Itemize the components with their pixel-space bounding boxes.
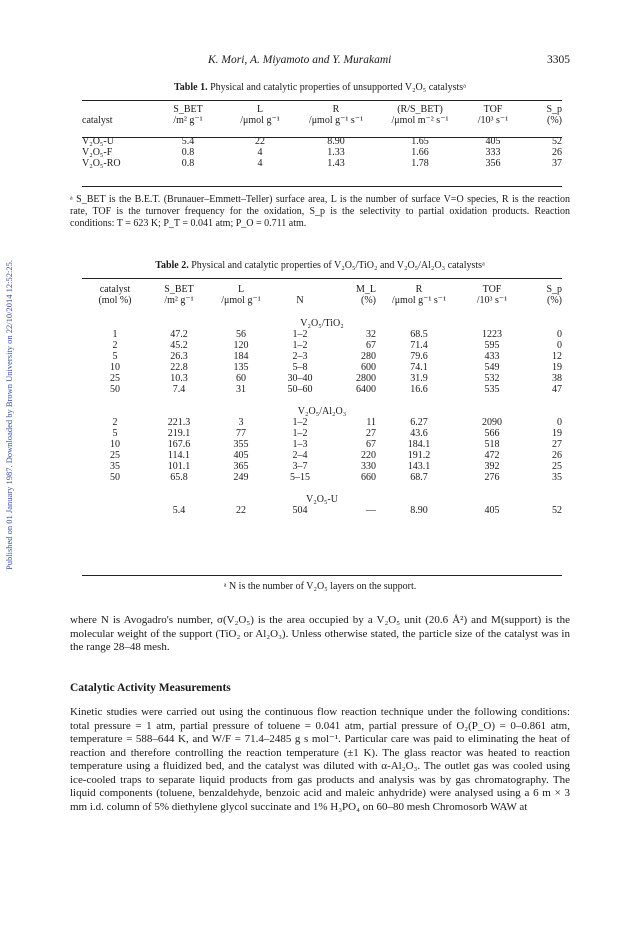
table1-header-top-4: (R/S_BET) (397, 104, 443, 115)
table1-cell-2-4: 1.78 (411, 158, 429, 169)
table2-cell-1-0-1: 221.3 (167, 417, 191, 428)
table2-cell-1-4-5: 143.1 (407, 461, 431, 472)
table2-header-bottom-3: N (296, 295, 304, 306)
table2-cell-0-1-0: 2 (112, 340, 118, 351)
table2-header-bottom-0: (mol %) (98, 295, 132, 306)
table2-cell-0-1-4: 67 (366, 340, 376, 351)
table2-cell-1-1-1: 219.1 (167, 428, 191, 439)
table2-cell-1-2-1: 167.6 (167, 439, 191, 450)
table1-mid-rule (82, 137, 562, 138)
table2-cell-0-1-3: 1–2 (292, 340, 308, 351)
table2-cell-1-4-3: 3–7 (292, 461, 308, 472)
table2-cell-1-5-1: 65.8 (170, 472, 188, 483)
table-row (82, 450, 562, 461)
table2-cell-0-3-1: 22.8 (170, 362, 188, 373)
table2-cell-1-0-3: 1–2 (292, 417, 308, 428)
table-row (82, 362, 562, 373)
table1-header-top-0 (82, 104, 152, 115)
table2-cell-0-2-2: 184 (233, 351, 249, 362)
table2-group-title-row (82, 494, 562, 505)
table-row (82, 329, 562, 340)
table2-cell-1-5-0: 50 (110, 472, 120, 483)
table2-cell-1-0-4: 11 (366, 417, 376, 428)
table1-header-bottom-2: /μmol g⁻¹ (240, 115, 280, 126)
table2-header-top-1: S_BET (164, 284, 194, 295)
table2-cell-2-0-5: 8.90 (410, 505, 428, 516)
table1-header-row (82, 115, 562, 126)
table-row (82, 428, 562, 439)
table2-cell-0-0-5: 68.5 (410, 329, 428, 340)
table2-group-title: V₂O₅-U (306, 494, 338, 505)
table2-cell-1-2-3: 1–3 (292, 439, 308, 450)
table2-cell-0-4-1: 10.3 (170, 373, 188, 384)
table1-header-bottom-3: /μmol g⁻¹ s⁻¹ (308, 115, 364, 126)
table2-header-top-7: S_p (546, 284, 562, 295)
table1-cell-2-5: 356 (485, 158, 501, 169)
table1-spacer (82, 126, 562, 136)
table2-cell-1-3-7: 26 (552, 450, 562, 461)
table-row (82, 505, 562, 516)
table2-cell-1-2-7: 27 (552, 439, 562, 450)
table2-header-bottom-5: /μmol g⁻¹ s⁻¹ (391, 295, 447, 306)
table2-cell-1-0-6: 2090 (482, 417, 502, 428)
table2-cell-0-3-3: 5–8 (292, 362, 308, 373)
table2-cell-1-0-7: 0 (557, 417, 562, 428)
table1-caption (70, 82, 570, 93)
table1-cell-1-0: V₂O₅-F (82, 147, 113, 158)
table2-cell-1-1-6: 566 (484, 428, 500, 439)
table1-cell-2-1: 0.8 (181, 158, 195, 169)
table2-cell-1-0-0: 2 (112, 417, 118, 428)
table2-cell-0-3-5: 74.1 (410, 362, 428, 373)
table2-cell-0-0-7: 0 (557, 329, 562, 340)
table1-cell-2-3: 1.43 (327, 158, 345, 169)
table2-cell-0-4-5: 31.9 (410, 373, 428, 384)
table2-cell-0-1-1: 45.2 (170, 340, 188, 351)
table2-header-top-5: R (415, 284, 423, 295)
table1-footnote: ᵃ S_BET is the B.E.T. (Brunauer–Emmett–Teller) surface area, L is the number of surface V=O species, R is the reaction rate, TOF is the turnover frequency for the oxidation, S_p is the selectivity to partial oxidation products. Reaction conditions: T = 623 K; P_T = 0.041 atm; P_O = 0.711 atm. (70, 194, 570, 229)
table-row (82, 384, 562, 395)
table1-cell-1-5: 333 (485, 147, 501, 158)
table2 (82, 284, 562, 516)
table2-header-bottom-1: /m² g⁻¹ (164, 295, 194, 306)
table2-header-bottom-4: (%) (361, 295, 376, 306)
table1-cell-0-0: V₂O₅-U (82, 136, 114, 147)
table-row (82, 472, 562, 483)
table2-cell-1-2-2: 355 (233, 439, 249, 450)
table2-cell-1-5-5: 68.7 (410, 472, 428, 483)
table2-cell-1-1-4: 27 (366, 428, 376, 439)
table2-cell-0-3-4: 600 (361, 362, 376, 373)
table2-cell-1-1-3: 1–2 (292, 428, 308, 439)
table1-cell-0-3: 8.90 (327, 136, 345, 147)
table2-cell-1-4-7: 25 (552, 461, 562, 472)
table2-group-title-row (82, 318, 562, 329)
table2-header-bottom-6: /10³ s⁻¹ (476, 295, 508, 306)
table2-cell-0-2-1: 26.3 (170, 351, 188, 362)
table-row (82, 351, 562, 362)
table2-cell-1-2-6: 518 (484, 439, 500, 450)
table2-cell-1-5-3: 5–15 (290, 472, 310, 483)
table1-cell-0-5: 405 (485, 136, 501, 147)
table2-cell-1-0-5: 6.27 (410, 417, 428, 428)
table2-cell-0-2-4: 280 (361, 351, 376, 362)
table2-header-bottom-7: (%) (547, 295, 562, 306)
table2-cell-0-4-4: 2800 (356, 373, 376, 384)
table1-cell-1-1: 0.8 (181, 147, 195, 158)
table2-cell-0-5-7: 47 (552, 384, 562, 395)
table2-cell-1-1-7: 19 (552, 428, 562, 439)
table1-header-bottom-1: /m² g⁻¹ (173, 115, 203, 126)
table2-cell-1-3-4: 220 (361, 450, 376, 461)
table1-cell-0-4: 1.65 (411, 136, 429, 147)
table2-header-top-4: M_L (356, 284, 376, 295)
table2-cell-0-5-6: 535 (484, 384, 500, 395)
table2-cell-1-4-1: 101.1 (167, 461, 191, 472)
table2-cell-1-3-2: 405 (233, 450, 249, 461)
table1-cell-1-3: 1.33 (327, 147, 345, 158)
table2-cell-1-0-2: 3 (238, 417, 244, 428)
body-paragraph-2: Kinetic studies were carried out using the continuous flow reaction technique under the following conditions: total pressure = 1 atm, partial pressure of toluene = 0.041 atm, partial pressure of O₂(P_O) = 0–0.861 atm, temperature = 588–644 K, and W/F = 71.4–2485 g s mol⁻¹. Particular care was paid to eliminating the heat of reaction and therefore controlling the reaction temperature (±1 K). The glass reactor was heated to reaction temperature using a fluidized bed, and the catalyst was diluted with α-Al₂O₃. The outlet gas was cooled using ice-cooled traps to separate liquid products from gas products and analysis was by gas chromatography. The liquid components (toluene, benzaldehyde, benzoic acid and maleic anhydride) were analysed using a 6 m × 3 mm i.d. column of 5% diethylene glycol succinate and 1% H₃PO₄ on 60–80 mesh Chromosorb WAW at (70, 706, 570, 813)
table2-cell-1-3-6: 472 (484, 450, 500, 461)
table2-cell-0-0-1: 47.2 (170, 329, 188, 340)
table2-cell-1-3-5: 191.2 (407, 450, 431, 461)
table-row (82, 439, 562, 450)
table2-spacer (82, 306, 562, 318)
table1-header-bottom-5: /10³ s⁻¹ (477, 115, 509, 126)
table2-cell-2-0-4: — (366, 505, 376, 516)
table2-cell-1-4-2: 365 (233, 461, 249, 472)
table2-cell-0-5-4: 6400 (356, 384, 376, 395)
table1-label: Table 1. (174, 82, 208, 93)
table1-header-top-1: S_BET (173, 104, 203, 115)
table2-cell-2-0-7: 52 (552, 505, 562, 516)
table2-cell-2-0-1: 5.4 (172, 505, 186, 516)
table2-cell-1-5-4: 660 (361, 472, 376, 483)
table2-cell-0-1-5: 71.4 (410, 340, 428, 351)
table2-cell-1-2-5: 184.1 (407, 439, 431, 450)
table2-cell-0-2-0: 5 (112, 351, 118, 362)
table1-cell-2-0: V₂O₅-RO (82, 158, 121, 169)
table2-cell-0-4-3: 30–40 (287, 373, 313, 384)
table2-cell-1-5-2: 249 (233, 472, 249, 483)
table2-cell-0-0-0: 1 (112, 329, 118, 340)
table2-header-top-2: L (237, 284, 245, 295)
table1-caption-text: Physical and catalytic properties of unsupported V₂O₅ catalystsᵃ (210, 82, 466, 93)
table2-cell-0-5-3: 50–60 (287, 384, 313, 395)
table2-caption-text: Physical and catalytic properties of V₂O₅/TiO₂ and V₂O₅/Al₂O₃ catalystsᵃ (191, 260, 485, 271)
table-row (82, 417, 562, 428)
table2-cell-0-2-6: 433 (484, 351, 500, 362)
table2-spacer (82, 395, 562, 406)
table-row (82, 373, 562, 384)
table2-group-title: V₂O₅/TiO₂ (300, 318, 344, 329)
table1-cell-0-2: 22 (255, 136, 265, 147)
table2-cell-0-5-2: 31 (236, 384, 246, 395)
table2-cell-0-3-7: 19 (552, 362, 562, 373)
table1-top-rule (82, 100, 562, 101)
table2-header-bottom-2: /μmol g⁻¹ (221, 295, 261, 306)
table2-cell-0-0-6: 1223 (482, 329, 502, 340)
table1-header-top-3: R (332, 104, 340, 115)
table1-cell-1-6: 26 (552, 147, 562, 158)
table1-cell-0-6: 52 (552, 136, 562, 147)
table1-header-top-2: L (256, 104, 264, 115)
table2-header-top-0: catalyst (99, 284, 131, 295)
table2-label: Table 2. (155, 260, 189, 271)
table1-header-bottom-6: (%) (547, 115, 562, 126)
table2-header-row (82, 295, 562, 306)
table2-cell-0-5-1: 7.4 (172, 384, 186, 395)
table2-cell-2-0-0 (82, 505, 148, 516)
table-row (82, 147, 562, 158)
section-heading: Catalytic Activity Measurements (70, 682, 231, 694)
table2-cell-0-5-0: 50 (110, 384, 120, 395)
page-number: 3305 (547, 54, 570, 66)
table2-cell-0-0-4: 32 (366, 329, 376, 340)
table2-top-rule (82, 278, 562, 279)
table2-cell-1-1-0: 5 (112, 428, 118, 439)
table2-cell-0-0-3: 1–2 (292, 329, 308, 340)
table-row (82, 340, 562, 351)
table2-cell-0-4-6: 532 (484, 373, 500, 384)
table2-cell-0-4-0: 25 (110, 373, 120, 384)
table2-cell-0-1-7: 0 (557, 340, 562, 351)
table1-bottom-rule (82, 186, 562, 187)
table2-cell-2-0-3: 504 (292, 505, 308, 516)
table2-cell-0-4-2: 60 (236, 373, 246, 384)
table2-cell-1-1-2: 77 (236, 428, 246, 439)
table2-cell-0-2-7: 12 (552, 351, 562, 362)
table1-header-top-5: TOF (483, 104, 503, 115)
table2-cell-0-2-3: 2–3 (292, 351, 308, 362)
table1-header-bottom-4: /μmol m⁻² s⁻¹ (391, 115, 449, 126)
table2-cell-0-3-6: 549 (484, 362, 500, 373)
table2-cell-0-1-6: 595 (484, 340, 500, 351)
table1-cell-2-2: 4 (257, 158, 263, 169)
table2-spacer (82, 483, 562, 494)
table2-header-top-3 (272, 284, 328, 295)
table2-cell-1-5-7: 35 (552, 472, 562, 483)
running-authors: K. Mori, A. Miyamoto and Y. Murakami (208, 54, 392, 66)
table2-cell-1-3-0: 25 (110, 450, 120, 461)
table2-cell-1-4-4: 330 (361, 461, 376, 472)
table1-cell-2-6: 37 (552, 158, 562, 169)
table2-header-row (82, 284, 562, 295)
table2-cell-0-1-2: 120 (233, 340, 249, 351)
table1-header-row (82, 104, 562, 115)
table2-header-top-6: TOF (482, 284, 502, 295)
table-row (82, 158, 562, 169)
table2-cell-1-1-5: 43.6 (410, 428, 428, 439)
download-stamp: Published on 01 January 1987. Downloaded by Brown University on 22/10/2014 12:52:25. (4, 260, 14, 570)
table2-cell-2-0-2: 22 (236, 505, 246, 516)
table2-cell-1-3-3: 2–4 (292, 450, 308, 461)
table2-footnote: ᵃ N is the number of V₂O₅ layers on the support. (223, 581, 417, 592)
table2-cell-0-3-0: 10 (110, 362, 120, 373)
table2-cell-1-2-0: 10 (110, 439, 120, 450)
table2-cell-1-2-4: 67 (366, 439, 376, 450)
table1-cell-1-4: 1.66 (411, 147, 429, 158)
body-paragraph-1: where N is Avogadro's number, σ(V₂O₅) is the area occupied by a V₂O₅ unit (20.6 Å²) and M(support) is the molecular weight of the support (TiO₂ or Al₂O₃). Unless otherwise stated, the particle size of the catalyst was in the range 28–48 mesh. (70, 614, 570, 653)
table2-cell-0-3-2: 135 (233, 362, 249, 373)
table2-cell-1-4-0: 35 (110, 461, 120, 472)
table2-group-title: V₂O₅/Al₂O₃ (297, 406, 347, 417)
table2-caption (70, 260, 570, 271)
table1-cell-1-2: 4 (257, 147, 263, 158)
table2-cell-0-5-5: 16.6 (410, 384, 428, 395)
table2-cell-1-5-6: 276 (484, 472, 500, 483)
table-row (82, 461, 562, 472)
table2-cell-0-4-7: 38 (552, 373, 562, 384)
table2-cell-1-4-6: 392 (484, 461, 500, 472)
table2-group-title-row (82, 406, 562, 417)
table1-header-top-6: S_p (546, 104, 562, 115)
table2-bottom-rule (82, 575, 562, 576)
table2-cell-0-2-5: 79.6 (410, 351, 428, 362)
table2-cell-0-0-2: 56 (236, 329, 246, 340)
table2-cell-2-0-6: 405 (484, 505, 500, 516)
table2-cell-1-3-1: 114.1 (167, 450, 191, 461)
running-header (70, 54, 570, 70)
table1-header-bottom-0: catalyst (82, 115, 113, 126)
table1-cell-0-1: 5.4 (181, 136, 195, 147)
